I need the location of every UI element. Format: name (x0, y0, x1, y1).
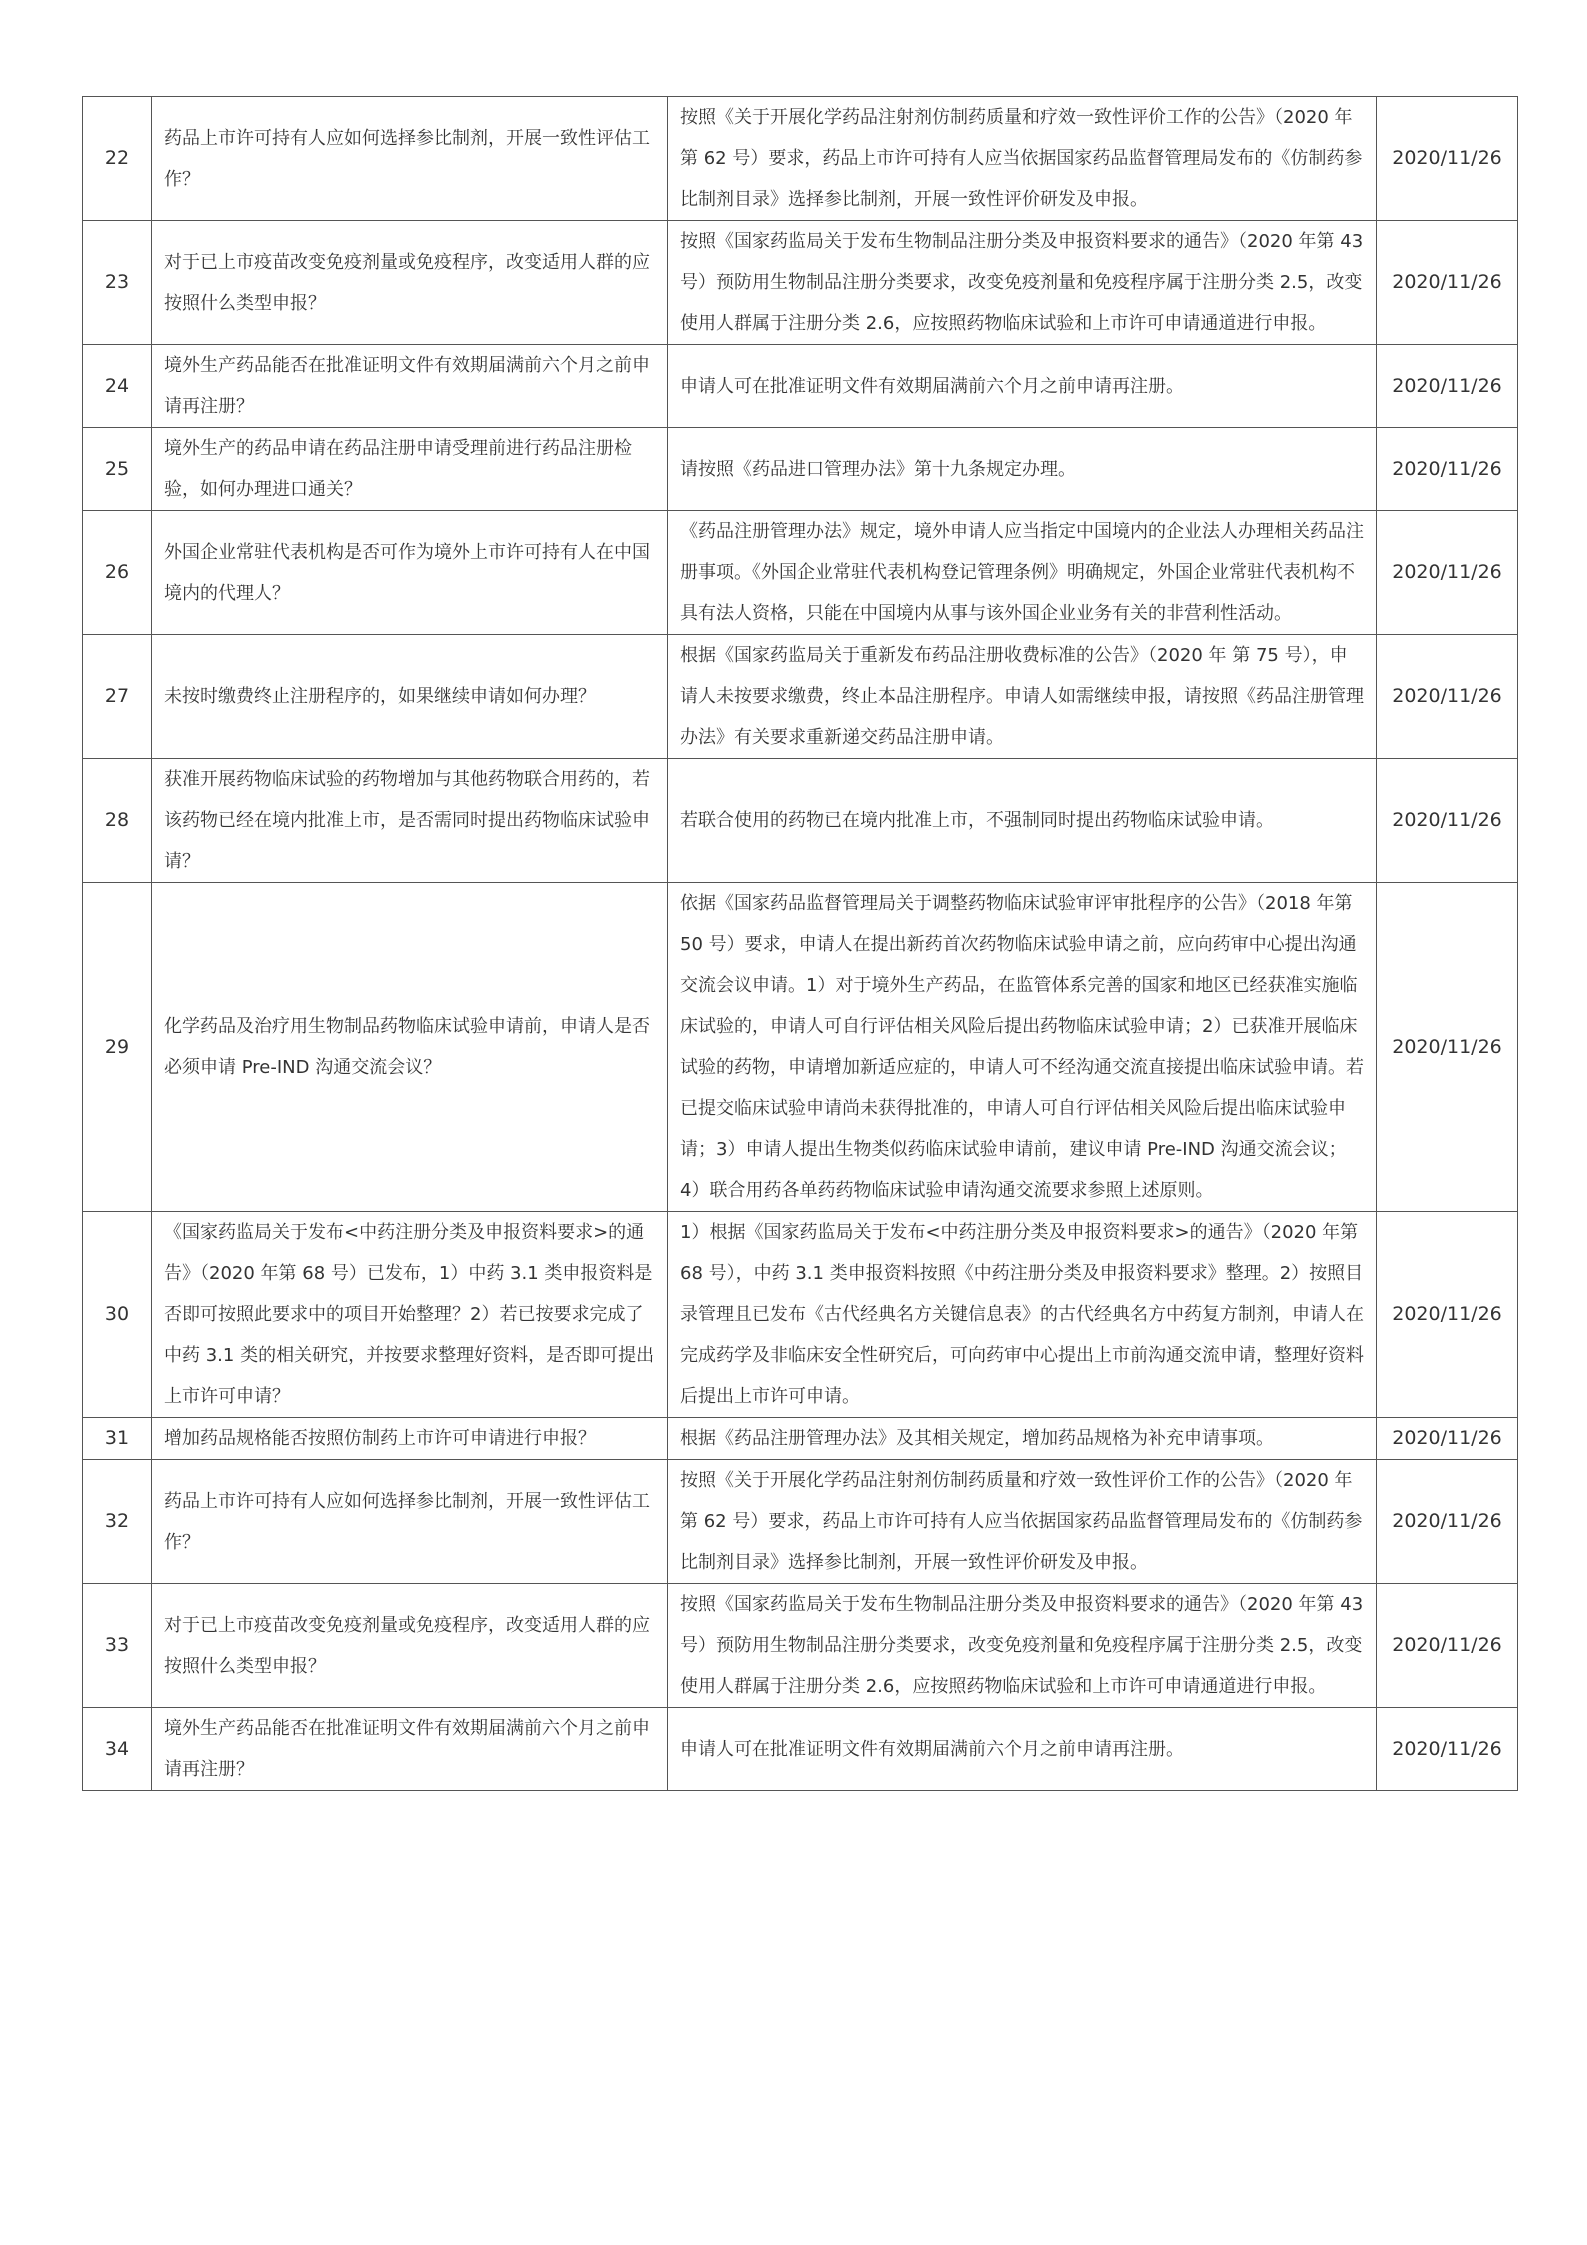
date-cell: 2020/11/26 (1377, 221, 1518, 345)
row-number: 28 (83, 759, 152, 883)
question-cell: 境外生产药品能否在批准证明文件有效期届满前六个月之前申请再注册？ (152, 1708, 668, 1791)
date-cell: 2020/11/26 (1377, 428, 1518, 511)
table-row (83, 635, 1518, 759)
date-cell: 2020/11/26 (1377, 883, 1518, 1212)
question-cell: 境外生产药品能否在批准证明文件有效期届满前六个月之前申请再注册？ (152, 345, 668, 428)
row-number: 22 (83, 97, 152, 221)
date-cell: 2020/11/26 (1377, 1418, 1518, 1460)
table-row (83, 511, 1518, 635)
table-row (83, 1584, 1518, 1708)
date-cell: 2020/11/26 (1377, 1584, 1518, 1708)
question-cell: 对于已上市疫苗改变免疫剂量或免疫程序，改变适用人群的应按照什么类型申报？ (152, 1584, 668, 1708)
row-number: 34 (83, 1708, 152, 1791)
row-number: 26 (83, 511, 152, 635)
table-row (83, 345, 1518, 428)
answer-cell: 请按照《药品进口管理办法》第十九条规定办理。 (668, 428, 1377, 511)
answer-cell: 依据《国家药品监督管理局关于调整药物临床试验审评审批程序的公告》（2018 年第 50 号）要求，申请人在提出新药首次药物临床试验申请之前，应向药审中心提出沟通交流会议申请。1）对于境外生产药品，在监管体系完善的国家和地区已经获准实施临床试验的，申请人可自行评估相关风险后提出药物临床试验申请；2）已获准开展临床试验的药物，申请增加新适应症的，申请人可不经沟通交流直接提出临床试验申请。若已提交临床试验申请尚未获得批准的，申请人可自行评估相关风险后提出临床试验申请；3）申请人提出生物类似药临床试验申请前，建议申请 Pre-IND 沟通交流会议；4）联合用药各单药药物临床试验申请沟通交流要求参照上述原则。 (668, 883, 1377, 1212)
date-cell: 2020/11/26 (1377, 97, 1518, 221)
table-row (83, 428, 1518, 511)
table-row (83, 1212, 1518, 1418)
faq-table-body (83, 97, 1518, 1791)
table-row (83, 1418, 1518, 1460)
question-cell: 药品上市许可持有人应如何选择参比制剂，开展一致性评估工作？ (152, 1460, 668, 1584)
table-row (83, 1460, 1518, 1584)
date-cell: 2020/11/26 (1377, 345, 1518, 428)
question-cell: 获准开展药物临床试验的药物增加与其他药物联合用药的，若该药物已经在境内批准上市，是否需同时提出药物临床试验申请？ (152, 759, 668, 883)
row-number: 24 (83, 345, 152, 428)
question-cell: 化学药品及治疗用生物制品药物临床试验申请前，申请人是否必须申请 Pre-IND 沟通交流会议？ (152, 883, 668, 1212)
question-cell: 未按时缴费终止注册程序的，如果继续申请如何办理？ (152, 635, 668, 759)
date-cell: 2020/11/26 (1377, 759, 1518, 883)
answer-cell: 按照《国家药监局关于发布生物制品注册分类及申报资料要求的通告》（2020 年第 43 号）预防用生物制品注册分类要求，改变免疫剂量和免疫程序属于注册分类 2.5，改变使用人群属于注册分类 2.6，应按照药物临床试验和上市许可申请通道进行申报。 (668, 1584, 1377, 1708)
answer-cell: 根据《国家药监局关于重新发布药品注册收费标准的公告》（2020 年 第 75 号），申请人未按要求缴费，终止本品注册程序。申请人如需继续申报，请按照《药品注册管理办法》有关要求重新递交药品注册申请。 (668, 635, 1377, 759)
row-number: 23 (83, 221, 152, 345)
question-cell: 对于已上市疫苗改变免疫剂量或免疫程序，改变适用人群的应按照什么类型申报？ (152, 221, 668, 345)
row-number: 27 (83, 635, 152, 759)
table-row (83, 1708, 1518, 1791)
row-number: 30 (83, 1212, 152, 1418)
row-number: 32 (83, 1460, 152, 1584)
question-cell: 境外生产的药品申请在药品注册申请受理前进行药品注册检验，如何办理进口通关？ (152, 428, 668, 511)
table-row (83, 221, 1518, 345)
date-cell: 2020/11/26 (1377, 511, 1518, 635)
table-row (83, 759, 1518, 883)
answer-cell: 申请人可在批准证明文件有效期届满前六个月之前申请再注册。 (668, 1708, 1377, 1791)
faq-table (82, 96, 1518, 1791)
date-cell: 2020/11/26 (1377, 1212, 1518, 1418)
row-number: 33 (83, 1584, 152, 1708)
date-cell: 2020/11/26 (1377, 635, 1518, 759)
question-cell: 《国家药监局关于发布<中药注册分类及申报资料要求>的通告》（2020 年第 68 号）已发布，1）中药 3.1 类申报资料是否即可按照此要求中的项目开始整理？2）若已按要求完成了中药 3.1 类的相关研究，并按要求整理好资料，是否即可提出上市许可申请？ (152, 1212, 668, 1418)
row-number: 29 (83, 883, 152, 1212)
answer-cell: 按照《关于开展化学药品注射剂仿制药质量和疗效一致性评价工作的公告》（2020 年第 62 号）要求，药品上市许可持有人应当依据国家药品监督管理局发布的《仿制药参比制剂目录》选择参比制剂，开展一致性评价研发及申报。 (668, 1460, 1377, 1584)
table-row (83, 97, 1518, 221)
answer-cell: 根据《药品注册管理办法》及其相关规定，增加药品规格为补充申请事项。 (668, 1418, 1377, 1460)
date-cell: 2020/11/26 (1377, 1460, 1518, 1584)
answer-cell: 若联合使用的药物已在境内批准上市，不强制同时提出药物临床试验申请。 (668, 759, 1377, 883)
answer-cell: 申请人可在批准证明文件有效期届满前六个月之前申请再注册。 (668, 345, 1377, 428)
date-cell: 2020/11/26 (1377, 1708, 1518, 1791)
question-cell: 增加药品规格能否按照仿制药上市许可申请进行申报？ (152, 1418, 668, 1460)
answer-cell: 按照《关于开展化学药品注射剂仿制药质量和疗效一致性评价工作的公告》（2020 年第 62 号）要求，药品上市许可持有人应当依据国家药品监督管理局发布的《仿制药参比制剂目录》选择参比制剂，开展一致性评价研发及申报。 (668, 97, 1377, 221)
question-cell: 药品上市许可持有人应如何选择参比制剂，开展一致性评估工作？ (152, 97, 668, 221)
table-row (83, 883, 1518, 1212)
answer-cell: 1）根据《国家药监局关于发布<中药注册分类及申报资料要求>的通告》（2020 年第 68 号），中药 3.1 类申报资料按照《中药注册分类及申报资料要求》整理。2）按照目录管理且已发布《古代经典名方关键信息表》的古代经典名方中药复方制剂，申请人在完成药学及非临床安全性研究后，可向药审中心提出上市前沟通交流申请，整理好资料后提出上市许可申请。 (668, 1212, 1377, 1418)
answer-cell: 《药品注册管理办法》规定，境外申请人应当指定中国境内的企业法人办理相关药品注册事项。《外国企业常驻代表机构登记管理条例》明确规定，外国企业常驻代表机构不具有法人资格，只能在中国境内从事与该外国企业业务有关的非营利性活动。 (668, 511, 1377, 635)
answer-cell: 按照《国家药监局关于发布生物制品注册分类及申报资料要求的通告》（2020 年第 43 号）预防用生物制品注册分类要求，改变免疫剂量和免疫程序属于注册分类 2.5，改变使用人群属于注册分类 2.6，应按照药物临床试验和上市许可申请通道进行申报。 (668, 221, 1377, 345)
row-number: 31 (83, 1418, 152, 1460)
row-number: 25 (83, 428, 152, 511)
question-cell: 外国企业常驻代表机构是否可作为境外上市许可持有人在中国境内的代理人？ (152, 511, 668, 635)
